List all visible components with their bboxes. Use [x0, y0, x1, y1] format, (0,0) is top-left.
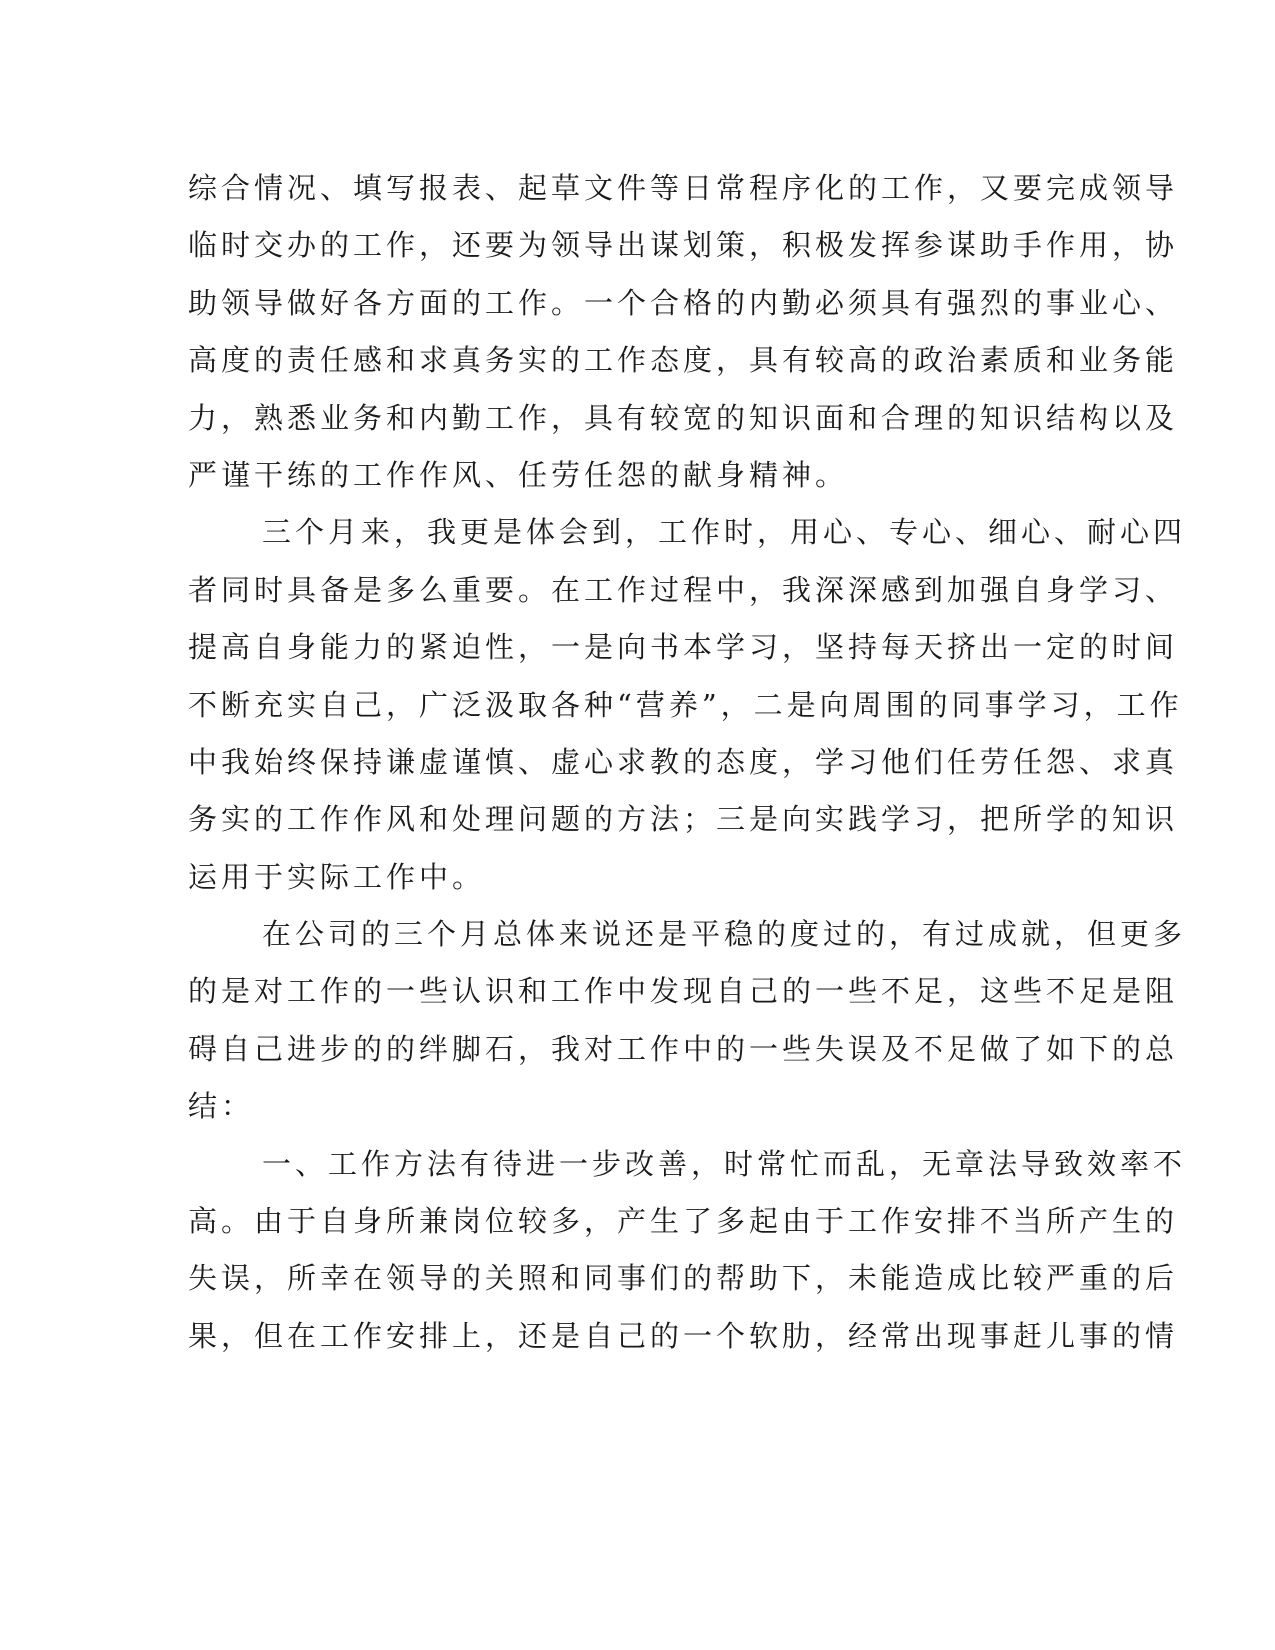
paragraph-first-line: 在公司的三个月总体来说还是平稳的度过的，有过成就，但更多 [262, 917, 1187, 952]
text-line: 严谨干练的工作作风、任劳任怨的献身精神。 [188, 457, 849, 492]
text-line: 助领导做好各方面的工作。一个合格的内勤必须具有强烈的事业心、 [188, 285, 1179, 320]
paragraph-first-line: 一、工作方法有待进一步改善，时常忙而乱，无章法导致效率不 [262, 1146, 1187, 1181]
document-body [188, 160, 1187, 1365]
text-line: 失误，所幸在领导的关照和同事们的帮助下，未能造成比较严重的后 [188, 1261, 1179, 1296]
text-line: 不断充实自己，广泛汲取各种“营养”，二是向周围的同事学习，工作 [188, 687, 1183, 722]
text-line: 中我始终保持谦虚谨慎、虚心求教的态度，学习他们任劳任怨、求真 [188, 744, 1179, 779]
text-line: 综合情况、填写报表、起草文件等日常程序化的工作，又要完成领导 [188, 171, 1179, 205]
text-line: 务实的工作作风和处理问题的方法；三是向实践学习，把所学的知识 [188, 802, 1179, 837]
text-line: 结： [188, 1089, 255, 1124]
text-line: 果，但在工作安排上，还是自己的一个软肋，经常出现事赶儿事的情 [188, 1318, 1179, 1353]
text-line: 的是对工作的一些认识和工作中发现自己的一些不足，这些不足是阻 [188, 974, 1179, 1009]
text-line: 提高自身能力的紧迫性，一是向书本学习，坚持每天挤出一定的时间 [188, 630, 1179, 665]
text-line: 运用于实际工作中。 [188, 859, 486, 894]
text-line: 力，熟悉业务和内勤工作，具有较宽的知识面和合理的知识结构以及 [188, 400, 1179, 435]
paragraph-first-line: 三个月来，我更是体会到，工作时，用心、专心、细心、耐心四 [262, 515, 1187, 550]
text-line: 者同时具备是多么重要。在工作过程中，我深深感到加强自身学习、 [188, 572, 1179, 607]
text-line: 临时交办的工作，还要为领导出谋划策，积极发挥参谋助手作用，协 [188, 228, 1179, 263]
text-line: 高。由于自身所兼岗位较多，产生了多起由于工作安排不当所产生的 [188, 1204, 1179, 1239]
text-line: 碍自己进步的的绊脚石，我对工作中的一些失误及不足做了如下的总 [188, 1031, 1179, 1066]
text-line: 高度的责任感和求真务实的工作态度，具有较高的政治素质和业务能 [188, 343, 1179, 378]
